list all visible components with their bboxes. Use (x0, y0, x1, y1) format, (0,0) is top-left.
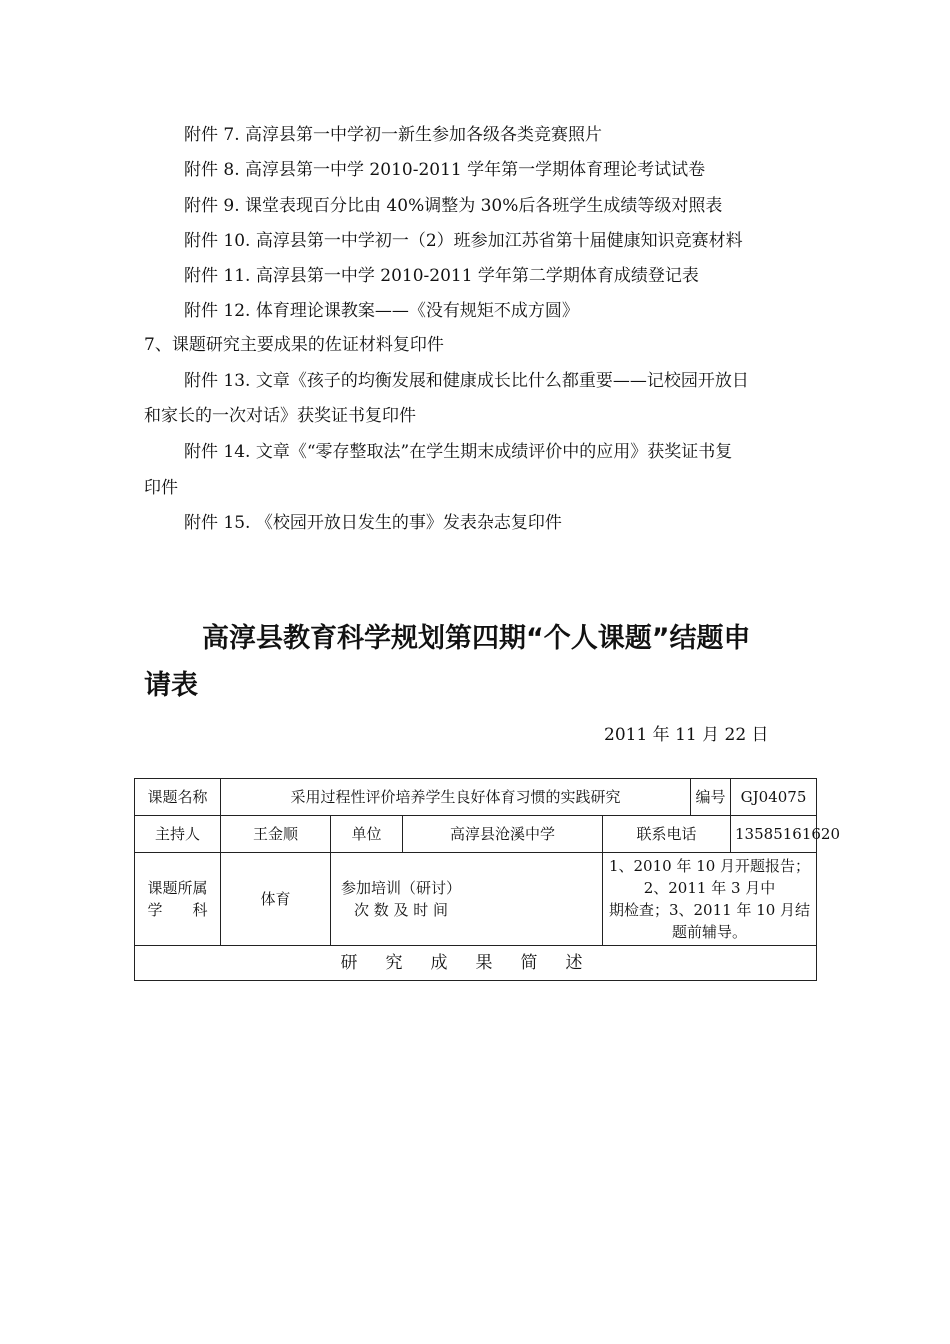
host-label: 主持人 (135, 816, 221, 853)
training-value (603, 853, 817, 946)
unit-label: 单位 (331, 816, 403, 853)
form-title (144, 615, 816, 709)
form-date: 2011 年 11 月 22 日 (604, 725, 769, 745)
form-title-line1: 高淳县教育科学规划第四期“个人课题”结题申 (202, 623, 751, 654)
topic-name-value: 采用过程性评价培养学生良好体育习惯的实践研究 (221, 779, 691, 816)
attachment-10: 附件 10. 高淳县第一中学初一（2）班参加江苏省第十届健康知识竞赛材料 (184, 231, 743, 251)
training-label (331, 853, 603, 946)
training-label-line1: 参加培训（研讨） (340, 879, 461, 897)
training-value-line2: 期检查；3、2011 年 10 月结题前辅导。 (608, 901, 811, 941)
table-row (135, 816, 817, 853)
topic-name-label: 课题名称 (135, 779, 221, 816)
application-form-table (134, 778, 840, 981)
host-value: 王金顺 (221, 816, 331, 853)
training-label-line2: 次 数 及 时 间 (353, 901, 449, 919)
summary-header: 研究成果简述 (135, 946, 817, 981)
unit-value: 高淳县沧溪中学 (403, 816, 603, 853)
form-title-line2: 请表 (144, 670, 198, 701)
attachment-13-line1: 附件 13. 文章《孩子的均衡发展和健康成长比什么都重要——记校园开放日 (184, 371, 749, 391)
table-row (135, 946, 817, 981)
attachment-12: 附件 12. 体育理论课教案——《没有规矩不成方圆》 (184, 301, 579, 321)
subject-label-line2: 学 科 (147, 901, 208, 919)
attachment-9: 附件 9. 课堂表现百分比由 40%调整为 30%后各班学生成绩等级对照表 (184, 196, 723, 216)
table-row (135, 779, 817, 816)
attachment-13-line2: 和家长的一次对话》获奖证书复印件 (144, 406, 416, 426)
table-row (135, 853, 817, 946)
phone-label: 联系电话 (603, 816, 731, 853)
attachment-8: 附件 8. 高淳县第一中学 2010-2011 学年第一学期体育理论考试试卷 (184, 160, 706, 180)
attachment-11: 附件 11. 高淳县第一中学 2010-2011 学年第二学期体育成绩登记表 (184, 266, 699, 286)
number-value: GJ04075 (731, 779, 817, 816)
number-label: 编号 (691, 779, 731, 816)
subject-value: 体育 (221, 853, 331, 946)
attachment-14-line1: 附件 14. 文章《“零存整取法”在学生期末成绩评价中的应用》获奖证书复 (184, 442, 733, 462)
subject-label-line1: 课题所属 (147, 879, 208, 897)
subject-label (135, 853, 221, 946)
attachment-14-line2: 印件 (144, 478, 178, 498)
attachment-7: 附件 7. 高淳县第一中学初一新生参加各级各类竞赛照片 (184, 125, 603, 145)
section-7-heading: 7、课题研究主要成果的佐证材料复印件 (144, 335, 444, 355)
attachment-15: 附件 15. 《校园开放日发生的事》发表杂志复印件 (184, 513, 562, 533)
training-value-line1: 1、2010 年 10 月开题报告；2、2011 年 3 月中 (608, 857, 811, 897)
phone-value: 13585161620 (731, 816, 817, 853)
